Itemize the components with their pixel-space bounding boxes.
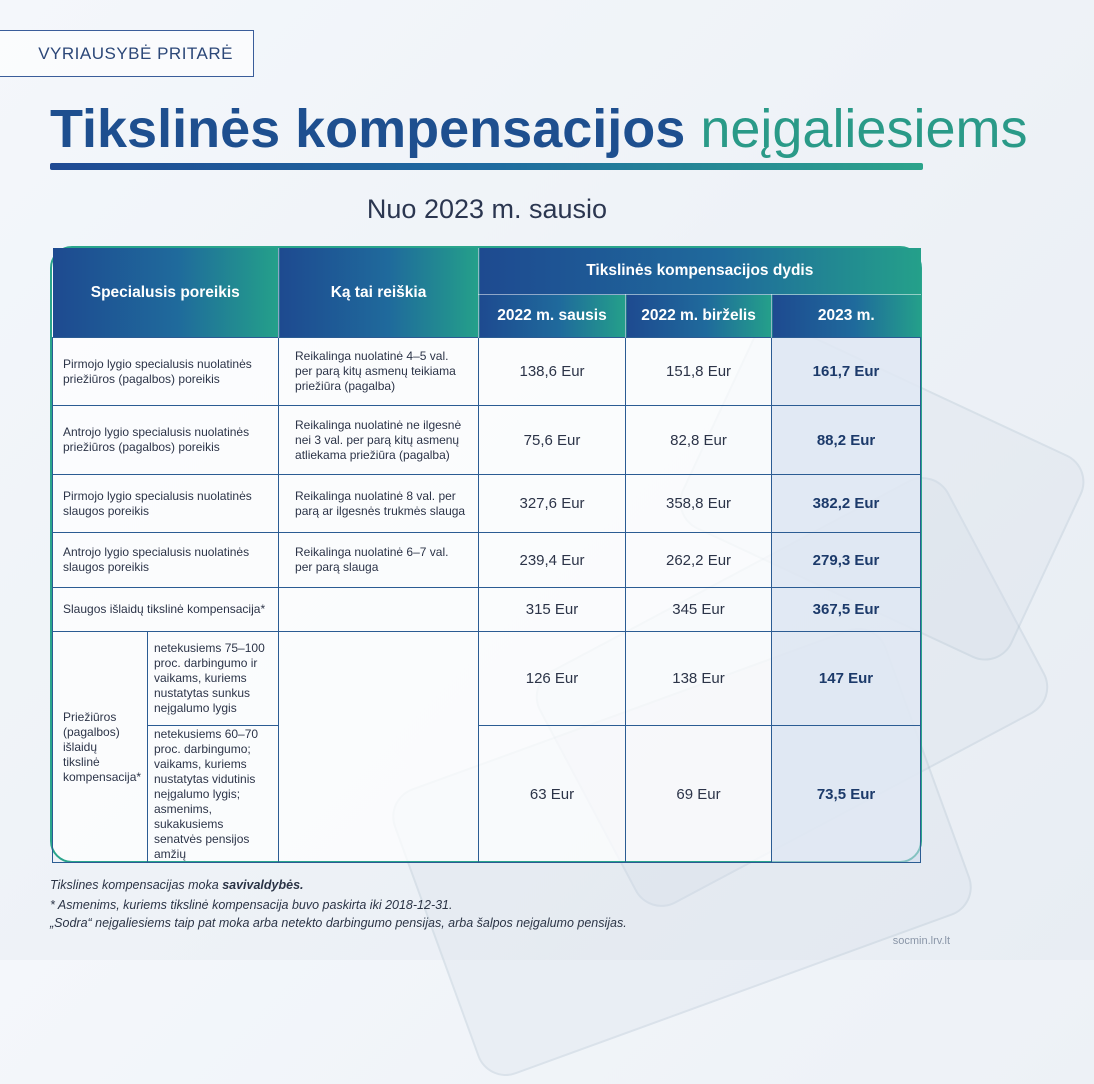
header-jun2022: 2022 m. birželis [626,295,772,338]
compensation-table [52,248,921,863]
value-jan2022: 63 Eur [479,726,626,863]
approval-badge [0,30,254,77]
title-underline [50,163,923,170]
table-row [53,726,921,863]
need-cell: Pirmojo lygio specialusis nuolatinės priežiūros (pagalbos) poreikis [53,338,279,406]
value-jun2022: 262,2 Eur [626,533,772,588]
header-2023: 2023 m. [772,295,921,338]
title-bold: Tikslinės kompensacijos [50,99,686,159]
header-jan2022: 2022 m. sausis [479,295,626,338]
table-row [53,632,921,726]
page-subtitle: Nuo 2023 m. sausio [366,194,608,224]
value-jan2022: 138,6 Eur [479,338,626,406]
meaning-cell: Reikalinga nuolatinė 8 val. per parą ar ilgesnės trukmės slauga [279,475,479,533]
table-row [53,338,921,406]
table-row [53,475,921,533]
need-sub-cell: netekusiems 75–100 proc. darbingumo ir vaikams, kuriems nustatytas sunkus neįgalumo lygis [148,632,279,726]
need-cell: Slaugos išlaidų tikslinė kompensacija* [53,588,279,632]
value-2023: 161,7 Eur [772,338,921,406]
footnote-asterisk: * Asmenims, kuriems tikslinė kompensacija buvo paskirta iki 2018-12-31. [50,898,453,912]
value-2023: 147 Eur [772,632,921,726]
value-jan2022: 75,6 Eur [479,406,626,475]
table-row [53,406,921,475]
value-jun2022: 358,8 Eur [626,475,772,533]
header-need: Specialusis poreikis [53,248,279,338]
value-jan2022: 126 Eur [479,632,626,726]
badge-text: VYRIAUSYBĖ PRITARĖ [38,43,233,63]
footnote-sodra: „Sodra“ neįgaliesiems taip pat moka arba netekto darbingumo pensijas, arba šalpos neįgalumo pensijas. [50,916,627,930]
page-title [50,98,1028,160]
value-jun2022: 151,8 Eur [626,338,772,406]
meaning-cell-empty [279,632,479,863]
value-jun2022: 82,8 Eur [626,406,772,475]
value-2023: 279,3 Eur [772,533,921,588]
meaning-cell: Reikalinga nuolatinė 6–7 val. per parą slauga [279,533,479,588]
meaning-cell: Reikalinga nuolatinė 4–5 val. per parą kitų asmenų teikiama priežiūra (pagalba) [279,338,479,406]
care-group-label: Priežiūros (pagalbos) išlaidų tikslinė kompensacija* [53,632,148,863]
need-cell: Antrojo lygio specialusis nuolatinės priežiūros (pagalbos) poreikis [53,406,279,475]
meaning-cell: Reikalinga nuolatinė ne ilgesnė nei 3 val. per parą kitų asmenų atliekama priežiūra (pagalba) [279,406,479,475]
value-jan2022: 327,6 Eur [479,475,626,533]
footnote-payer-prefix: Tikslines kompensacijas moka [50,878,219,892]
need-sub-cell: netekusiems 60–70 proc. darbingumo; vaikams, kuriems nustatytas vidutinis neįgalumo lygis; asmenims, sukakusiems senatvės pensijos amžių [148,726,279,863]
value-2023: 382,2 Eur [772,475,921,533]
value-2023: 367,5 Eur [772,588,921,632]
table-row [53,588,921,632]
need-cell: Pirmojo lygio specialusis nuolatinės slaugos poreikis [53,475,279,533]
meaning-cell [279,588,479,632]
value-jun2022: 345 Eur [626,588,772,632]
source-credit: socmin.lrv.lt [892,935,950,947]
footnote-payer-bold: savivaldybės. [222,878,304,892]
value-jun2022: 138 Eur [626,632,772,726]
compensation-table-container [50,246,922,863]
header-amount-group: Tikslinės kompensacijos dydis [479,248,921,295]
value-2023: 73,5 Eur [772,726,921,863]
header-meaning: Ką tai reiškia [279,248,479,338]
title-light: neįgaliesiems [700,99,1028,159]
value-2023: 88,2 Eur [772,406,921,475]
value-jan2022: 239,4 Eur [479,533,626,588]
need-cell: Antrojo lygio specialusis nuolatinės slaugos poreikis [53,533,279,588]
table-row [53,533,921,588]
value-jan2022: 315 Eur [479,588,626,632]
footnote-payer [50,878,304,892]
value-jun2022: 69 Eur [626,726,772,863]
